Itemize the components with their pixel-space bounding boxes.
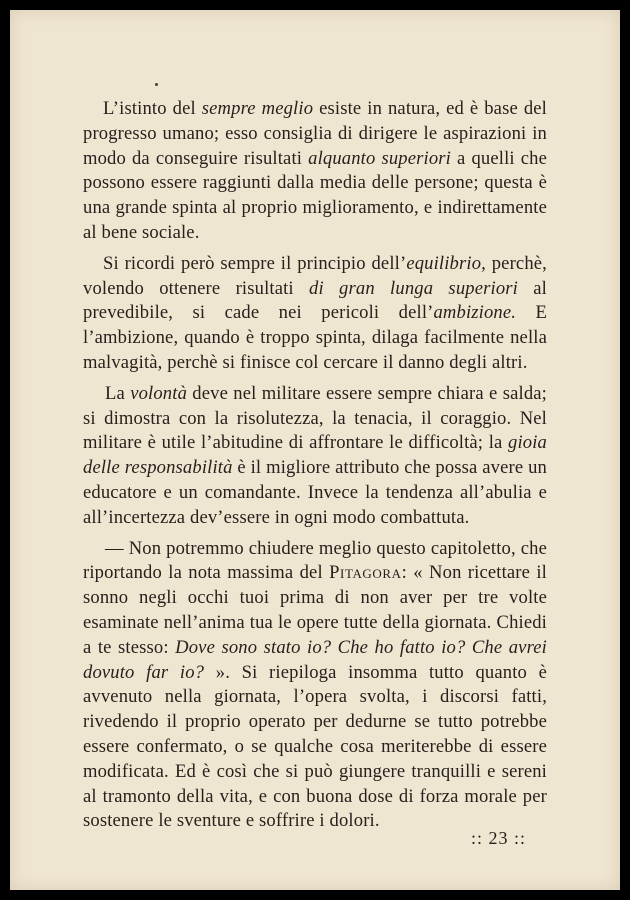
- paragraph-2: Si ricordi però sempre il principio dell’equilibrio, perchè, volendo ottenere risultati di gran lunga superiori al prevedibile, si cade nei pericoli dell’ambizione. E l’ambizione, quando è troppo spinta, dilaga facilmente nella malvagità, perchè si finisce col cercare il danno degli altri.: [83, 252, 547, 373]
- body-text: [83, 97, 547, 840]
- ink-speck: [155, 83, 158, 86]
- book-page: [10, 10, 620, 890]
- paragraph-4: — Non potremmo chiudere meglio questo capitoletto, che riportando la nota massima del Pitagora: « Non ricettare il sonno negli occhi tuoi prima di non aver per tre volte esaminate nell’anima tua le opere tutte della giornata. Chiedi a te stesso: Dove sono stato io? Che ho fatto io? Che avrei dovuto far io? ». Si riepiloga insomma tutto quanto è avvenuto nella giornata, l’opera svolta, i discorsi fatti, rivedendo il proprio operato per dedurne se tutto potrebbe essere confermato, o se qualche cosa meriterebbe di essere modificata. Ed è così che si può giungere tranquilli e sereni al tramonto della vita, e con buona dose di forza morale per sostenere le sventure e soffrire i dolori.: [83, 537, 547, 832]
- paragraph-3: La volontà deve nel militare essere sempre chiara e salda; si dimostra con la risolutezza, la tenacia, il coraggio. Nel militare è utile l’abitudine di affrontare le difficoltà; la gioia delle responsabilità è il migliore attributo che possa avere un educatore e un comandante. Invece la tendenza all’abulia e all’incertezza dev’essere in ogni modo combattuta.: [83, 382, 548, 528]
- paragraph-1: L’istinto del sempre meglio esiste in natura, ed è base del progresso umano; esso consiglia di dirigere le aspirazioni in modo da conseguire risultati alquanto superiori a quelli che possono essere raggiunti dalla media delle persone; questa è una grande spinta al proprio miglioramento, e indirettamente al bene sociale.: [83, 98, 548, 243]
- author-name-pitagora: Pitagora: [329, 562, 402, 584]
- page-number: :: 23 ::: [471, 828, 527, 848]
